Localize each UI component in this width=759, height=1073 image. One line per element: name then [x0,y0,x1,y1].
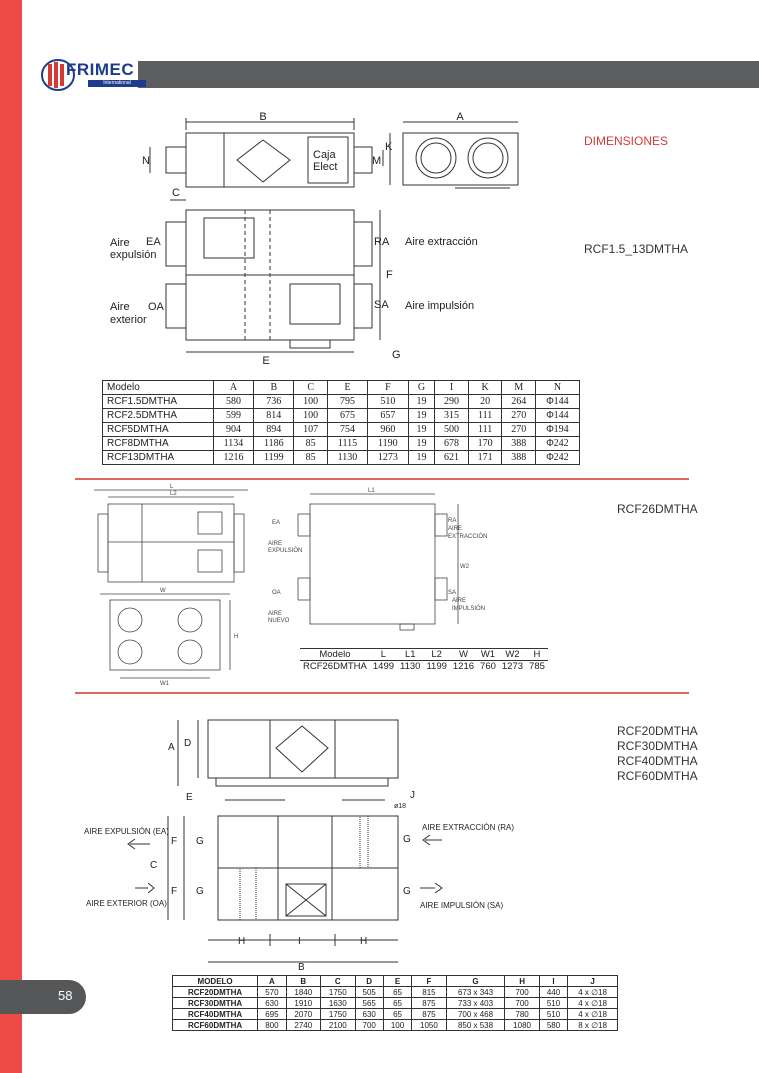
column-header: E [383,976,411,987]
aire-extr-label-a: AIRE [448,526,463,532]
table-cell: 8 x ∅18 [568,1020,618,1031]
table-cell: 1199 [254,451,294,465]
table-cell: 1115 [327,437,367,451]
table-cell: 264 [502,395,536,409]
dim-w-label: W [160,588,166,594]
table-cell: 570 [258,987,286,998]
caja-label-2: Elect [313,161,338,173]
table-cell: 100 [294,395,328,409]
aire-impulsion-sa-label: AIRE IMPULSIÓN (SA) [420,901,504,910]
brand-name: FRIMEC [66,60,135,79]
table-cell: 315 [435,409,469,423]
table-cell: 4 x ∅18 [568,1009,618,1020]
table-cell: 19 [408,437,435,451]
table-cell: 875 [412,998,447,1009]
table-cell: 2100 [321,1020,356,1031]
model-title-rcf26: RCF26DMTHA [617,502,698,516]
table-cell: 1750 [321,987,356,998]
aire-exp-label-2b: EXPULSIÓN [268,548,303,554]
table-cell: 4 x ∅18 [568,998,618,1009]
dim-g-label-d: G [403,886,411,897]
table-cell: 630 [355,1009,383,1020]
table-cell: 1216 [213,451,254,465]
table-row [103,395,580,409]
dim-h-label-b: H [360,936,368,947]
column-header: I [539,976,567,987]
dimensions-table-3 [172,975,618,1031]
table-cell: 4 x ∅18 [568,987,618,998]
table-cell: 795 [327,395,367,409]
column-header: I [435,381,469,395]
page-number-tab [0,980,86,1014]
table-cell: 695 [258,1009,286,1020]
brand-subtitle: International [88,80,146,87]
column-header: F [368,381,409,395]
dim-h-label: H [234,634,239,640]
table-cell: 1134 [213,437,254,451]
dim-n-label: N [142,155,150,167]
table-cell: 800 [258,1020,286,1031]
column-header: Modelo [300,649,370,661]
table-cell: 894 [254,423,294,437]
table-cell: 100 [294,409,328,423]
table-cell: 1630 [321,998,356,1009]
table-cell: 270 [502,423,536,437]
port-oa-label-2: OA [272,590,281,596]
aire-expulsion-ea-label: AIRE EXPULSIÓN (EA) [84,827,169,836]
column-header: MODELO [173,976,258,987]
table-cell: 65 [383,1009,411,1020]
table-cell: 85 [294,437,328,451]
table-cell: 754 [327,423,367,437]
dim-g-label: G [392,349,401,361]
table-cell: 657 [368,409,409,423]
table-cell: 675 [327,409,367,423]
table-body [173,987,618,1031]
table-cell: RCF2.5DMTHA [103,409,214,423]
table-cell: 505 [355,987,383,998]
table-cell: 1750 [321,1009,356,1020]
table-cell: 100 [383,1020,411,1031]
port-ea-label-2: EA [272,520,281,526]
table-cell: 700 [355,1020,383,1031]
table-cell: 500 [435,423,469,437]
aire-exterior-label-2: exterior [110,314,147,326]
hole-diameter-label: ø18 [394,803,407,810]
header-bar [138,61,759,88]
table-cell: 1216 [452,661,475,672]
table-row [300,661,548,673]
model-titles-group [617,724,698,784]
column-header: F [412,976,447,987]
table-cell: 565 [355,998,383,1009]
column-header: C [294,381,328,395]
column-header: J [568,976,618,987]
table-cell: 850 x 538 [446,1020,505,1031]
table-row [103,437,580,451]
column-header: G [446,976,505,987]
table-cell: RCF8DMTHA [103,437,214,451]
section-divider [75,478,689,480]
dim-f-label-a: F [171,836,178,847]
port-ra-label-2: RA [448,518,457,524]
column-header: N [536,381,580,395]
port-oa-label: OA [148,301,164,313]
dim-w2-label: W2 [460,564,469,570]
dim-e-label-3: E [186,792,193,803]
dim-l2-label: L2 [170,491,177,497]
table-header-row [300,649,548,661]
table-cell: 510 [539,998,567,1009]
table-cell: 65 [383,987,411,998]
section-divider [75,692,689,694]
dim-f-label-b: F [171,886,178,897]
caja-label-1: Caja [313,149,336,161]
table-cell: RCF26DMTHA [303,661,367,672]
table-row [173,1009,618,1020]
dim-m-label: M [372,155,382,167]
table-cell: 19 [408,451,435,465]
dim-l-label: L [170,484,174,490]
table-cell: 290 [435,395,469,409]
table-header-row [173,976,618,987]
dimensions-table-2 [300,648,548,672]
dim-w1-label: W1 [160,681,169,687]
aire-nuevo-label-a: AIRE [268,611,283,617]
table-cell: 19 [408,423,435,437]
aire-imp-label-b: IMPULSIÓN [452,606,486,612]
port-sa-label: SA [374,299,389,311]
table-cell: 733 x 403 [446,998,505,1009]
column-header: B [254,381,294,395]
table-cell: 678 [435,437,469,451]
column-header: G [408,381,435,395]
table-cell: 510 [539,1009,567,1020]
table-cell: 1273 [368,451,409,465]
table-cell: 19 [408,395,435,409]
table-cell: 1190 [368,437,409,451]
table-cell: 621 [435,451,469,465]
aire-expulsion-label-2: expulsión [110,249,157,261]
aire-exterior-label-1: Aire [110,301,130,313]
table-cell: 19 [408,409,435,423]
table-cell: 111 [468,409,502,423]
aire-nuevo-label-b: NUEVO [268,618,290,624]
column-header: W1 [477,649,499,661]
table-cell: Φ242 [536,437,580,451]
diagram-rcf20-60 [80,712,540,974]
column-header: A [258,976,286,987]
table-cell: 20 [468,395,502,409]
table-cell: Φ144 [536,409,580,423]
table-cell: 630 [258,998,286,1009]
dim-a-label: A [456,111,464,123]
dim-a-label-3: A [168,742,175,753]
aire-extr-label-b: EXTRACCIÓN [448,534,488,540]
table-cell: 85 [294,451,328,465]
table-cell: 2740 [286,1020,321,1031]
dim-e-label: E [262,355,270,367]
table-cell: Φ194 [536,423,580,437]
table-cell: 111 [468,423,502,437]
table-cell: 1840 [286,987,321,998]
column-header: Modelo [103,381,214,395]
dim-l1-label: L1 [368,488,375,494]
model-title: RCF30DMTHA [617,739,698,753]
dim-d-label: D [184,738,192,749]
column-header: W [450,649,477,661]
table-cell: RCF13DMTHA [103,451,214,465]
column-header: L [370,649,397,661]
table-cell: 785 [529,661,545,672]
table-row [173,987,618,998]
port-ra-label: RA [374,236,390,248]
table-cell: RCF30DMTHA [173,998,258,1009]
port-ea-label: EA [146,236,161,248]
dim-h-label-a: H [238,936,246,947]
dim-g-label-b: G [196,886,204,897]
table-cell: 700 [505,998,540,1009]
left-accent-strip [0,0,22,1073]
table-cell: RCF20DMTHA [173,987,258,998]
column-header: W2 [499,649,526,661]
dim-b-label-3: B [298,962,305,973]
table-cell: 700 x 468 [446,1009,505,1020]
dim-c-label: C [172,187,180,199]
page-number: 58 [58,988,73,1003]
column-header: H [526,649,548,661]
table-row [103,423,580,437]
dimensions-table-1 [102,380,580,465]
table-cell: 440 [539,987,567,998]
dim-k-label: K [385,141,393,153]
dim-f-label: F [386,269,393,281]
column-header: K [468,381,502,395]
table-cell: 673 x 343 [446,987,505,998]
table-cell: 1910 [286,998,321,1009]
table-cell: RCF5DMTHA [103,423,214,437]
table-cell: 760 [480,661,496,672]
column-header: L1 [397,649,423,661]
table-cell: 388 [502,437,536,451]
table-cell: 814 [254,409,294,423]
column-header: L2 [423,649,449,661]
table-cell: 1273 [501,661,524,672]
column-header: H [505,976,540,987]
table-cell: 580 [539,1020,567,1031]
table-cell: 700 [505,987,540,998]
table-cell: RCF40DMTHA [173,1009,258,1020]
diagram-rcf1-5-13 [100,100,540,375]
table-cell: Φ144 [536,395,580,409]
aire-impulsion-label: Aire impulsión [405,300,475,312]
table-cell: 580 [213,395,254,409]
column-header: C [321,976,356,987]
table-cell: 65 [383,998,411,1009]
table-row [103,451,580,465]
table-cell: RCF60DMTHA [173,1020,258,1031]
table-cell: 1130 [327,451,367,465]
aire-expulsion-label-1: Aire [110,237,130,249]
table-cell: 1050 [412,1020,447,1031]
column-header: A [213,381,254,395]
table-cell: 170 [468,437,502,451]
aire-extraccion-ra-label: AIRE EXTRACCIÓN (RA) [422,823,515,832]
table-cell: 1080 [505,1020,540,1031]
table-cell: 1199 [426,661,447,672]
table-row [173,1020,618,1031]
table-row [173,998,618,1009]
table-body [103,395,580,465]
model-title: RCF60DMTHA [617,769,698,783]
table-cell: 960 [368,423,409,437]
table-cell: 875 [412,1009,447,1020]
model-title: RCF40DMTHA [617,754,698,768]
table-cell: 904 [213,423,254,437]
dim-b-label: B [259,111,267,123]
column-header: B [286,976,321,987]
table-cell: 171 [468,451,502,465]
aire-exterior-oa-label: AIRE EXTERIOR (OA) [86,899,167,908]
table-cell: Φ242 [536,451,580,465]
dim-g-label-a: G [196,836,204,847]
table-cell: 270 [502,409,536,423]
section-title: DIMENSIONES [584,134,669,148]
port-sa-label-2: SA [448,590,457,596]
dim-g-label-c: G [403,834,411,845]
model-title-rcf1-5-13: RCF1.5_13DMTHA [584,242,689,256]
table-body [300,649,548,673]
table-cell: 1499 [372,661,395,672]
table-cell: 1186 [254,437,294,451]
aire-extraccion-label: Aire extracción [405,236,478,248]
dim-i-label: I [298,936,301,947]
table-cell: 107 [294,423,328,437]
aire-exp-label-2a: AIRE [268,541,283,547]
table-cell: 736 [254,395,294,409]
table-cell: 599 [213,409,254,423]
table-cell: 1130 [400,661,421,672]
table-row [103,409,580,423]
table-cell: 780 [505,1009,540,1020]
column-header: M [502,381,536,395]
table-cell: 815 [412,987,447,998]
dim-j-label: J [410,790,415,801]
table-cell: 510 [368,395,409,409]
column-header: E [327,381,367,395]
table-cell: 2070 [286,1009,321,1020]
model-title: RCF20DMTHA [617,724,698,738]
aire-imp-label-a: AIRE [452,598,467,604]
table-cell: RCF1.5DMTHA [103,395,214,409]
dim-c-label-3: C [150,860,158,871]
table-header-row [103,381,580,395]
table-cell: 388 [502,451,536,465]
column-header: D [355,976,383,987]
